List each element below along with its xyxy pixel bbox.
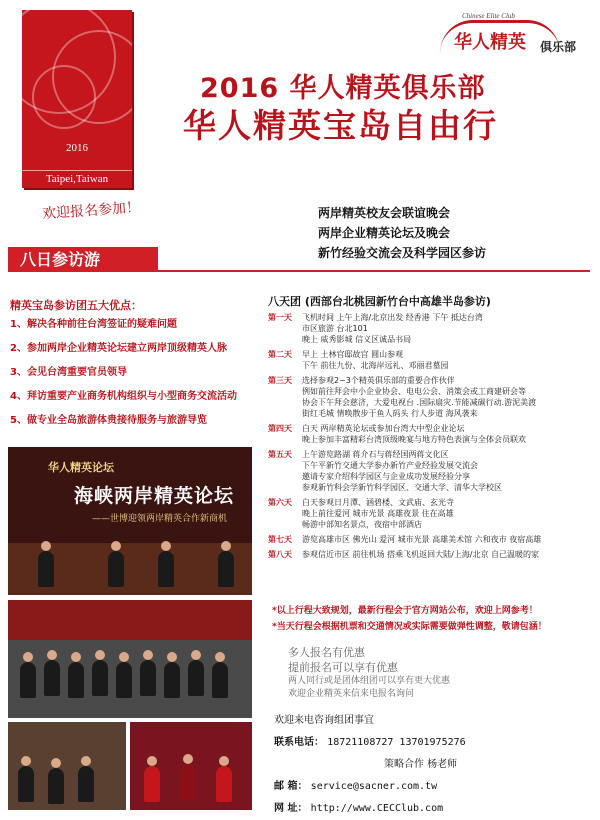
attendee-figure [20, 662, 36, 698]
promo-line: 两人同行或是团体组团可以享有更大优惠 [288, 676, 451, 686]
phone-value: 18721108727 13701975276 [327, 737, 466, 748]
event-item: 两岸精英校友会联谊晚会 [318, 206, 451, 220]
itinerary-line: 晚上前往爱河 城市光景 高雄夜景 住在高雄 [302, 509, 454, 518]
attendee-figure [44, 660, 60, 696]
speaker-figure [108, 551, 124, 587]
attendee-figure [188, 660, 204, 696]
page-title-line1: 2016 华人精英俱乐部 [200, 73, 486, 104]
itinerary-line: 协会下午拜会慈济，大爱电视台 .国际扇灾.节能减碳行动.游泥美渡 [302, 398, 537, 407]
promo-line: 欢迎企业精英来信来电报名询问 [288, 689, 415, 699]
attendee-figure [92, 660, 108, 696]
itinerary-day: 第六天 [268, 498, 292, 507]
speaker-figure [218, 551, 234, 587]
contact-planner: 策略合作 杨老师 [384, 759, 458, 770]
itinerary-row [268, 375, 593, 419]
itinerary-line: 市区旅游 台北101 [302, 324, 368, 333]
swirl-ornament [32, 65, 96, 129]
itinerary-line: 白天 两岸精英论坛或参加台湾大中型企业论坛 [302, 424, 465, 433]
itinerary-line: 邀请专家介绍科学园区与企业成功发展经验分享 [302, 472, 470, 481]
phone-label: 联系电话： [274, 737, 324, 748]
itinerary-row [268, 449, 593, 493]
gala-photo [130, 722, 252, 810]
stage-backdrop [8, 600, 252, 640]
speaker-figure [38, 551, 54, 587]
itinerary-day: 第三天 [268, 376, 292, 385]
card-year: 2016 [66, 142, 88, 154]
event-item: 新竹经验交流会及科学园区参访 [318, 246, 487, 260]
itinerary-line: 下午 前往九份、北海岸远礼、邓丽君墓园 [302, 361, 449, 370]
audience-figure [18, 766, 34, 802]
section-divider [8, 270, 590, 272]
itinerary-line: 早上 土林官邸故宫 圆山参观 [302, 350, 404, 359]
promo-line: 多人报名有优惠 [288, 646, 365, 659]
contact-block [274, 710, 584, 820]
itinerary-day: 第一天 [268, 313, 292, 322]
audience-photo [8, 722, 126, 810]
note-item: *以上行程大致规划，最新行程会于官方网站公布，欢迎上网参考！ [272, 606, 538, 616]
itinerary-line: 游览高雄市区 佛光山 爱河 城市光景 高雄美术馆 六和夜市 夜宿高雄 [302, 535, 542, 544]
itinerary-line: 街红毛城 情唤散步于鱼人码头 行人步道 海风袭来 [302, 409, 478, 418]
itinerary-line: 晚上参加丰富精彩台湾顶级晚宴与地方特色表演与全体会员联欢 [302, 435, 526, 444]
performer-figure [144, 766, 160, 802]
email-link[interactable]: service@sacner.com.tw [310, 781, 438, 792]
itinerary-line: 选择参观2~3个精英俱乐部的重要合作伙伴 [302, 376, 455, 385]
logo-club: 俱乐部 [540, 40, 577, 54]
event-item: 两岸企业精英论坛及晚会 [318, 226, 451, 240]
advantages-heading: 精英宝岛参访团五大优点： [10, 299, 142, 312]
note-item: *当天行程会根据机票和交通情况或实际需要做弹性调整，敬请包涵！ [272, 622, 547, 632]
advantage-item: 3、会见台湾重要官员领导 [10, 367, 127, 378]
itinerary-day: 第二天 [268, 350, 292, 359]
itinerary-day: 第七天 [268, 535, 292, 544]
advantage-item: 5、做专业全岛旅游体贵接待服务与旅游导览 [10, 415, 207, 426]
forum-photo [8, 447, 252, 595]
itinerary-line: 参观新竹科会学新竹科学园区、交通大学、清华大学校区 [302, 483, 502, 492]
itinerary-day: 第四天 [268, 424, 292, 433]
forum-small-banner: 华人精英论坛 [48, 461, 114, 474]
itinerary-line: 晚上 威秀影城 信义区诚品书局 [302, 335, 412, 344]
speaker-figure [158, 551, 174, 587]
card-city: Taipei,Taiwan [22, 170, 132, 187]
event-list [318, 203, 588, 263]
itinerary-row [268, 534, 593, 545]
advantage-item: 4、拜访重要产业商务机构组织与小型商务交流活动 [10, 391, 237, 402]
attendee-figure [68, 662, 84, 698]
performer-figure [180, 764, 196, 800]
attendee-figure [164, 662, 180, 698]
club-logo [440, 10, 590, 60]
promo-line: 提前报名可以享有优惠 [288, 661, 398, 674]
itinerary-day: 第八天 [268, 550, 292, 559]
attendee-figure [116, 662, 132, 698]
promo-block [288, 645, 548, 701]
performer-figure [216, 766, 232, 802]
page-title-line2: 华人精英宝岛自由行 [183, 106, 498, 145]
itinerary-line: 上午游览路湖 蒋介石与蒋经国两蒋文化区 [302, 450, 449, 459]
web-label: 网 址： [274, 803, 308, 814]
audience-figure [48, 768, 64, 804]
tour-banner: 八日参访游 [8, 247, 158, 272]
attendee-figure [212, 662, 228, 698]
website-link[interactable]: http://www.CECClub.com [310, 803, 444, 814]
itinerary-heading: 八天团 (西部台北桃园新竹台中高雄半岛参访) [268, 295, 491, 308]
advantages-list [10, 318, 260, 438]
itinerary-line: 参观信近市区 前往机场 搭乘飞机返回大陆/上海/北京 自己温暖的家 [302, 550, 540, 559]
itinerary-row [268, 423, 593, 445]
itinerary-row [268, 549, 593, 560]
itinerary-row [268, 312, 593, 345]
itinerary-line: 下午平新竹交通大学参办新竹产业经验发展交流会 [302, 461, 478, 470]
forum-big-banner: 海峡两岸精英论坛 [74, 485, 235, 507]
forum-subtitle: ——世博迎领两岸精英合作新商机 [92, 514, 228, 524]
itinerary-table [268, 312, 593, 560]
notes [272, 603, 592, 635]
group-photo [8, 600, 252, 718]
logo-english: Chinese Elite Club [462, 12, 515, 20]
itinerary-day: 第五天 [268, 450, 292, 459]
itinerary-line: 白天参观日月潭、涵碧楼、文武庙、玄光寺 [302, 498, 454, 507]
attendee-figure [140, 660, 156, 696]
logo-name: 华人精英 [454, 32, 526, 53]
contact-phone [274, 732, 584, 754]
welcome-text: 欢迎报名参加！ [41, 199, 141, 223]
advantage-item: 1、解决各种前往台湾签证的疑难问题 [10, 319, 177, 330]
email-label: 邮 箱： [274, 781, 308, 792]
itinerary-row [268, 349, 593, 371]
contact-web [274, 798, 584, 820]
itinerary-row [268, 497, 593, 530]
advantage-item: 2、参加两岸企业精英论坛建立两岸顶级精英人脉 [10, 343, 227, 354]
event-card [22, 10, 132, 188]
contact-email [274, 776, 584, 798]
itinerary-line: 飞机时间 上午上海/北京出发 经香港 下午 抵达台湾 [302, 313, 483, 322]
contact-intro: 欢迎来电咨询组团事宜 [274, 715, 374, 726]
itinerary-line: 畅游中部知名景点，夜宿中部酒店 [302, 520, 422, 529]
audience-figure [78, 766, 94, 802]
itinerary-line: 例如前往拜会中小企业协会、电电公会、消策会或工商建研会等 [302, 387, 526, 396]
